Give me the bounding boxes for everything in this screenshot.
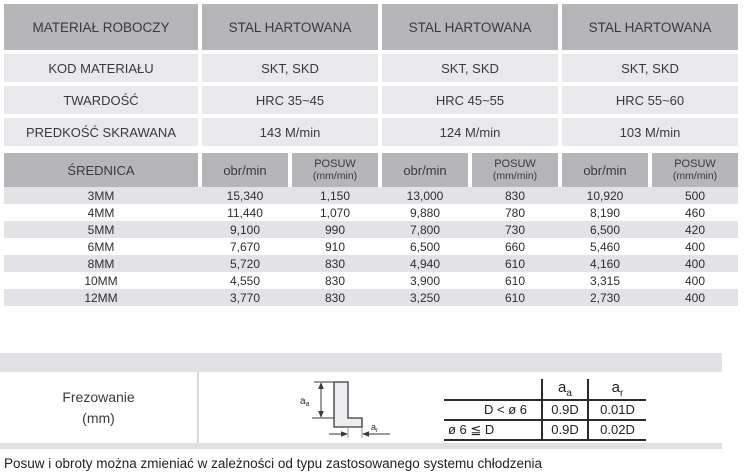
speed-value: 103 M/min xyxy=(562,118,738,146)
hardness-value: HRC 35~45 xyxy=(202,86,378,114)
rpm-cell: 5,460 xyxy=(589,239,621,254)
feed-cell: 500 xyxy=(684,188,706,203)
row-predkosc-skrawana xyxy=(4,118,738,146)
code-value: SKT, SKD xyxy=(382,54,558,82)
material-value: STAL HARTOWANA xyxy=(382,4,558,50)
footer-note: Posuw i obroty można zmieniać w zależności od typu zastosowanego systemu chłodzenia xyxy=(4,456,543,471)
diameter-cell: 6MM xyxy=(87,239,115,254)
table-row-12mm xyxy=(4,289,738,306)
axial-col-header: $a_a$ xyxy=(542,379,588,400)
rpm-cell: 9,880 xyxy=(409,205,441,220)
row-label: KOD MATERIAŁU xyxy=(4,54,198,82)
rpm-cell: 3,900 xyxy=(409,273,441,288)
rpm-cell: 6,500 xyxy=(589,222,621,237)
rpm-header: obr/min xyxy=(562,153,648,187)
feed-header xyxy=(652,153,738,187)
speed-value: 124 M/min xyxy=(382,118,558,146)
milling-detail xyxy=(199,372,722,443)
code-value: SKT, SKD xyxy=(562,54,738,82)
milling-section xyxy=(0,353,722,449)
feed-header-line2: (mm/min) xyxy=(492,170,538,183)
row-twardosc xyxy=(4,86,738,114)
rpm-cell: 10,920 xyxy=(586,188,624,203)
cutting-parameters-table xyxy=(4,4,738,306)
empty-corner-cell xyxy=(444,379,542,400)
diameter-header: ŚREDNICA xyxy=(4,153,198,187)
feed-header-line1: POSUW xyxy=(314,157,356,170)
table-row-6mm xyxy=(4,238,738,255)
table-row-4mm xyxy=(4,204,738,221)
row-srednica-header xyxy=(4,153,738,187)
diameter-cell: 5MM xyxy=(87,222,115,237)
engagement-table xyxy=(444,379,646,441)
feed-cell: 400 xyxy=(684,290,706,305)
rpm-cell: 7,670 xyxy=(229,239,261,254)
arrow-down-icon xyxy=(318,411,324,418)
tool-profile-shape xyxy=(334,382,362,427)
feed-cell: 830 xyxy=(324,273,346,288)
feed-header-line2: (mm/min) xyxy=(672,170,718,183)
axial-depth-label: $a_a$ xyxy=(300,395,310,408)
feed-cell: 610 xyxy=(504,273,526,288)
diameter-cell: 8MM xyxy=(87,256,115,271)
section-top-band xyxy=(0,353,722,372)
feed-cell: 610 xyxy=(504,256,526,271)
milling-label xyxy=(0,372,199,443)
rpm-cell: 4,940 xyxy=(409,256,441,271)
milling-label-line2: (mm) xyxy=(82,409,115,426)
condition-cell: D < ø 6 xyxy=(444,400,542,420)
row-kod-materialu xyxy=(4,54,738,82)
arrow-right-icon xyxy=(341,431,348,437)
table-row-3mm xyxy=(4,187,738,204)
tool-engagement-diagram xyxy=(293,374,418,442)
feed-header-line2: (mm/min) xyxy=(312,170,358,183)
feed-cell: 660 xyxy=(504,239,526,254)
rpm-cell: 15,340 xyxy=(226,188,264,203)
radial-col-header: $a_r$ xyxy=(588,379,646,400)
row-material-roboczy xyxy=(4,4,738,50)
engagement-header-row xyxy=(444,379,646,400)
engagement-row-small-d xyxy=(444,400,646,420)
rpm-cell: 5,720 xyxy=(229,256,261,271)
table-row-5mm xyxy=(4,221,738,238)
feed-cell: 420 xyxy=(684,222,706,237)
diameter-cell: 3MM xyxy=(87,188,115,203)
rpm-cell: 3,770 xyxy=(229,290,261,305)
feed-cell: 910 xyxy=(324,239,346,254)
milling-label-line1: Frezowanie xyxy=(62,389,135,406)
feed-cell: 460 xyxy=(684,205,706,220)
rpm-header: obr/min xyxy=(202,153,288,187)
feed-cell: 400 xyxy=(684,239,706,254)
feed-header xyxy=(292,153,378,187)
row-label: MATERIAŁ ROBOCZY xyxy=(4,4,198,50)
feed-cell: 990 xyxy=(324,222,346,237)
row-label: PREDKOŚĆ SKRAWANA xyxy=(4,118,198,146)
feed-header xyxy=(472,153,558,187)
feed-header-line1: POSUW xyxy=(494,157,536,170)
engagement-table-wrap xyxy=(444,379,646,441)
rpm-cell: 13,000 xyxy=(406,188,444,203)
rpm-cell: 8,190 xyxy=(589,205,621,220)
table-row-10mm xyxy=(4,272,738,289)
diameter-cell: 4MM xyxy=(87,205,115,220)
rpm-cell: 9,100 xyxy=(229,222,261,237)
rpm-cell: 3,250 xyxy=(409,290,441,305)
feed-cell: 780 xyxy=(504,205,526,220)
axial-value-cell: 0.9D xyxy=(542,400,588,420)
feed-cell: 830 xyxy=(324,290,346,305)
feed-cell: 1,070 xyxy=(319,205,351,220)
feed-cell: 400 xyxy=(684,273,706,288)
rpm-cell: 4,160 xyxy=(589,256,621,271)
speed-value: 143 M/min xyxy=(202,118,378,146)
feed-cell: 830 xyxy=(504,188,526,203)
radial-value-cell: 0.02D xyxy=(588,420,646,440)
feed-cell: 1,150 xyxy=(319,188,351,203)
feed-cell: 830 xyxy=(324,256,346,271)
section-bottom-band xyxy=(0,443,722,449)
rpm-cell: 7,800 xyxy=(409,222,441,237)
feed-header-line1: POSUW xyxy=(674,157,716,170)
material-value: STAL HARTOWANA xyxy=(562,4,738,50)
engagement-row-large-d xyxy=(444,420,646,440)
feed-cell: 730 xyxy=(504,222,526,237)
table-row-8mm xyxy=(4,255,738,272)
axial-value-cell: 0.9D xyxy=(542,420,588,440)
arrow-up-icon xyxy=(318,382,324,389)
rpm-header: obr/min xyxy=(382,153,468,187)
feed-cell: 400 xyxy=(684,256,706,271)
rpm-cell: 4,550 xyxy=(229,273,261,288)
rpm-cell: 6,500 xyxy=(409,239,441,254)
code-value: SKT, SKD xyxy=(202,54,378,82)
hardness-value: HRC 45~55 xyxy=(382,86,558,114)
diameter-cell: 10MM xyxy=(84,273,118,288)
hardness-value: HRC 55~60 xyxy=(562,86,738,114)
rpm-cell: 11,440 xyxy=(227,205,263,220)
diameter-cell: 12MM xyxy=(84,290,118,305)
milling-content xyxy=(0,372,722,443)
row-label: TWARDOŚĆ xyxy=(4,86,198,114)
material-value: STAL HARTOWANA xyxy=(202,4,378,50)
arrow-left-icon xyxy=(362,431,369,437)
radial-value-cell: 0.01D xyxy=(588,400,646,420)
rpm-cell: 3,315 xyxy=(589,273,621,288)
rpm-cell: 2,730 xyxy=(589,290,621,305)
condition-cell: ø 6 ≦ D xyxy=(444,420,542,440)
radial-width-label: $a_r$ xyxy=(371,421,379,434)
feed-cell: 610 xyxy=(504,290,526,305)
